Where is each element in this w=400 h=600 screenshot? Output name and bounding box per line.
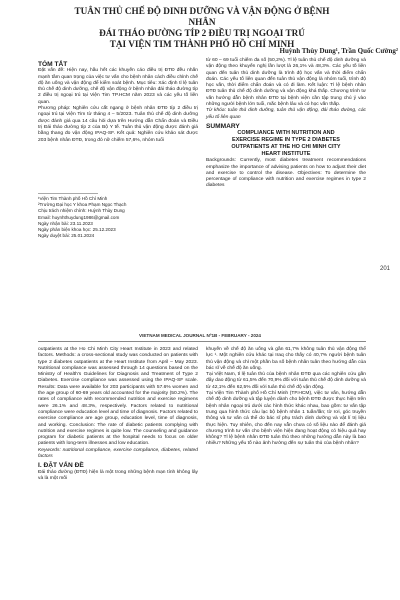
abstract-right-column (206, 58, 366, 190)
footnote-line: Ngày duyệt bài: 25.01.2024 (38, 233, 95, 239)
abstract-paragraph: Đặt vấn đề: Hiện nay, hầu hết các khuyến cáo điều trị ĐTĐ đều nhấn mạnh tầm quan trọng của việc tư vấn cho bệnh nhân cách điều chỉnh chế độ ăn uống và vận động để kiểm soát bệnh. Mục tiêu: Xác định tỉ lệ tuân thủ chế độ dinh dưỡng, chế độ vận động ở bệnh nhân đái tháo đường típ 2 điều trị ngoại trú tại Viện Tim TP.HCM năm 2023 và các yếu tố liên quan. (38, 68, 198, 105)
summary-title (206, 130, 366, 158)
authors: Huỳnh Thùy Dung¹, Trần Quốc Cường² (279, 47, 398, 55)
summary-title-line: HEART INSTITUTE (261, 151, 311, 158)
page-number: 201 (379, 266, 390, 272)
section-heading: I. ĐẶT VẤN ĐỀ (38, 462, 84, 470)
running-header: VIETNAM MEDICAL JOURNAL Nº1B - FEBRUARY - 2024 (139, 333, 261, 338)
intro-paragraph: Đái tháo đường (ĐTĐ) hiện là một trong những bệnh mạn tính không lây và là một mối (38, 469, 198, 481)
abstract-paragraph: Phương pháp: Nghiên cứu cắt ngang ở bệnh nhân ĐTĐ típ 2 điều trị ngoại trú tại Viện Tim từ tháng 4 – 5/2023. Tuân thủ chế độ dinh dưỡng được đánh giá qua 14 câu hỏi dựa trên Hướng dẫn Chẩn đoán và Điều trị Đái tháo đường típ 2 của Bộ Y tế. Tuân thủ vận động được đánh giá bằng thang đo vận động IPAQ-SF. Kết quả: Nghiên cứu khảo sát được 203 bệnh nhân ĐTĐ, trong đó nữ chiếm 57,6%, nhóm tuổi (38, 106, 198, 143)
summary-paragraph: Backgrounds: Currently, most diabetes treatment recommendations emphasize the importance of advising patients on how to adjust their diet and exercise to control the disease. Objectives: To determine the percentage of compliance with nutrition and exercise regimes in type 2 diabetes (206, 158, 366, 189)
footnote-line: Ngày nhận bài: 23.11.2023 (38, 220, 93, 226)
summary-title-line: EXERCISE REGIME IN TYPE 2 DIABETES (232, 137, 340, 144)
summary-heading: SUMMARY (206, 122, 240, 130)
title-line: ĐÁI THÁO ĐƯỜNG TÍP 2 ĐIỀU TRỊ NGOẠI TRÚ (99, 28, 305, 38)
abstract-heading: TÓM TẮT (38, 61, 68, 68)
footnotes (38, 196, 198, 239)
footnote-line: Email: huynhthuydung1986@gmail.com (38, 214, 120, 220)
abstract-left-column (38, 62, 198, 144)
header-rule (38, 341, 366, 342)
body-paragraph: Tại Viện Tim Thành phố Hồ Chí Minh (TP.HCM), việc tư vấn, hướng dẫn chế độ dinh dưỡng và tập luyện dành cho bệnh ĐTĐ được thực hiện trên bệnh nhân ngoại trú dưới các hình thức khác nhau, bao gồm: tư vấn tập trung qua hình thức câu lạc bộ bệnh nhân 1 tuần/lần; tờ rơi, góc truyền thông và tư vấn cá thể do bác sĩ phụ trách dinh dưỡng và vật lí trị liệu thực hiện. Tuy nhiên, cho đến nay vẫn chưa có số liệu nào để đánh giá chương trình tư vấn cho bệnh viện hiện đang hoạt động có hiệu quả hay không? Tỉ lệ bệnh nhân ĐTĐ tuân thủ theo những hướng dẫn này là bao nhiêu? Những yếu tố nào ảnh hưởng đến sự tuân thủ của bệnh nhân? (206, 391, 366, 447)
page-1 (0, 0, 400, 286)
keywords: Từ khóa: tuân thủ dinh dưỡng, tuân thủ vận động, đái tháo đường, các yếu tố liên quan (206, 108, 366, 120)
footnote-line: Ngày phản biện khoa học: 25.12.2023 (38, 227, 116, 233)
page2-right-column (206, 347, 366, 448)
title-line: TUÂN THỦ CHẾ ĐỘ DINH DƯỠNG VÀ VẬN ĐỘNG Ở BỆNH NHÂN (74, 6, 330, 27)
footnote-line: ¹Viện Tim Thành phố Hồ Chí Minh (38, 196, 108, 201)
footnote-divider (38, 193, 98, 194)
page2-left-column (38, 347, 198, 482)
summary-title-line: COMPLIANCE WITH NUTRITION AND (237, 130, 335, 137)
keywords-en: Keywords: nutritional compliance, exercise compliance, diabetes, related factors (38, 447, 198, 460)
summary-title-line: OUTPATIENTS AT THE HO CHI MINH CITY (231, 144, 341, 151)
title-line: TẠI VIỆN TIM THÀNH PHỐ HỒ CHÍ MINH (109, 39, 295, 49)
paper-title (62, 6, 342, 50)
page-2 (0, 314, 400, 600)
body-paragraph: Tại Việt Nam, tỉ lệ tuân thủ của bệnh nhân ĐTĐ qua các nghiên cứu gần đây dao động từ 61,5% đến 70,9% đối với tuân thủ chế độ dinh dưỡng và từ 42,1% đến 62,5% đối với tuân thủ chế độ vận động. (206, 372, 366, 390)
footnote-line: ²Trường Đại học Y khoa Phạm Ngọc Thạch (38, 202, 127, 208)
abstract-paragraph: từ 60 – 69 tuổi chiếm đa số (50,2%). Tỉ lệ tuân thủ chế độ dinh dưỡng và vận động theo khuyến nghị lần lượt là 26,1% và 48,3%. Các yếu tố liên quan đến tuân thủ dinh dưỡng là trình độ học vấn và thời điểm chẩn đoán. Các yếu tố liên quan đến tuân thủ vận động là nhóm tuổi, trình độ học vấn, thời điểm chẩn đoán và có đi làm. Kết luận: Tỉ lệ bệnh nhân ĐTĐ tuân thủ chế độ dinh dưỡng và vận động khá thấp. Chương trình tư vấn hướng dẫn bệnh nhân ĐTĐ tại bệnh viện cần tập trung chú ý vào những người bệnh lớn tuổi, mắc bệnh lâu và có học vấn thấp. (206, 58, 366, 108)
summary-paragraph: outpatients at the Ho Chi Minh City Heart Institute in 2023 and related factors. Methods: a cross-sectional study was conducted on patients with type 2 diabetes outpatients at the Heart Institute from April – May 2023. Nutritional compliance was assessed through 14 questions based on the Ministry of Health's Guidelines for Diagnosis and Treatment of Type 2 Diabetes. Exercise compliance was assessed using the IPAQ-SF scale. Results: Data were available for 203 participants with 57.6% women and the age group of 60-69 years old accounted for the majority (50.2%). The rates of compliance with recommended nutrition and exercise regimens were 26.1% and 48.3%, respectively. Factors related to nutritional compliance were education level and time of diagnosis. Factors related to exercise compliance are age group, education level, time of diagnosis, and working. Conclusion: The rate of diabetic patients complying with nutrition and exercise regimes is quite low. The counseling and guidance program for diabetic patients at the hospital needs to focus on older patients with long-term illnesses and low education. (38, 347, 198, 447)
body-paragraph: khuyến về chế độ ăn uống và gần 61,7% không tuân thủ vận động thể lực ¹. Một nghiên cứu khác tại Iraq cho thấy có 40,7% người bệnh tuân thủ vận động và chỉ một phần ba số bệnh nhân tuân theo hướng dẫn của bác sĩ về chế độ ăn uống. (206, 347, 366, 371)
footnote-line: Chịu trách nhiệm chính: Huỳnh Thùy Dung (38, 208, 125, 214)
page-gap (0, 286, 400, 314)
